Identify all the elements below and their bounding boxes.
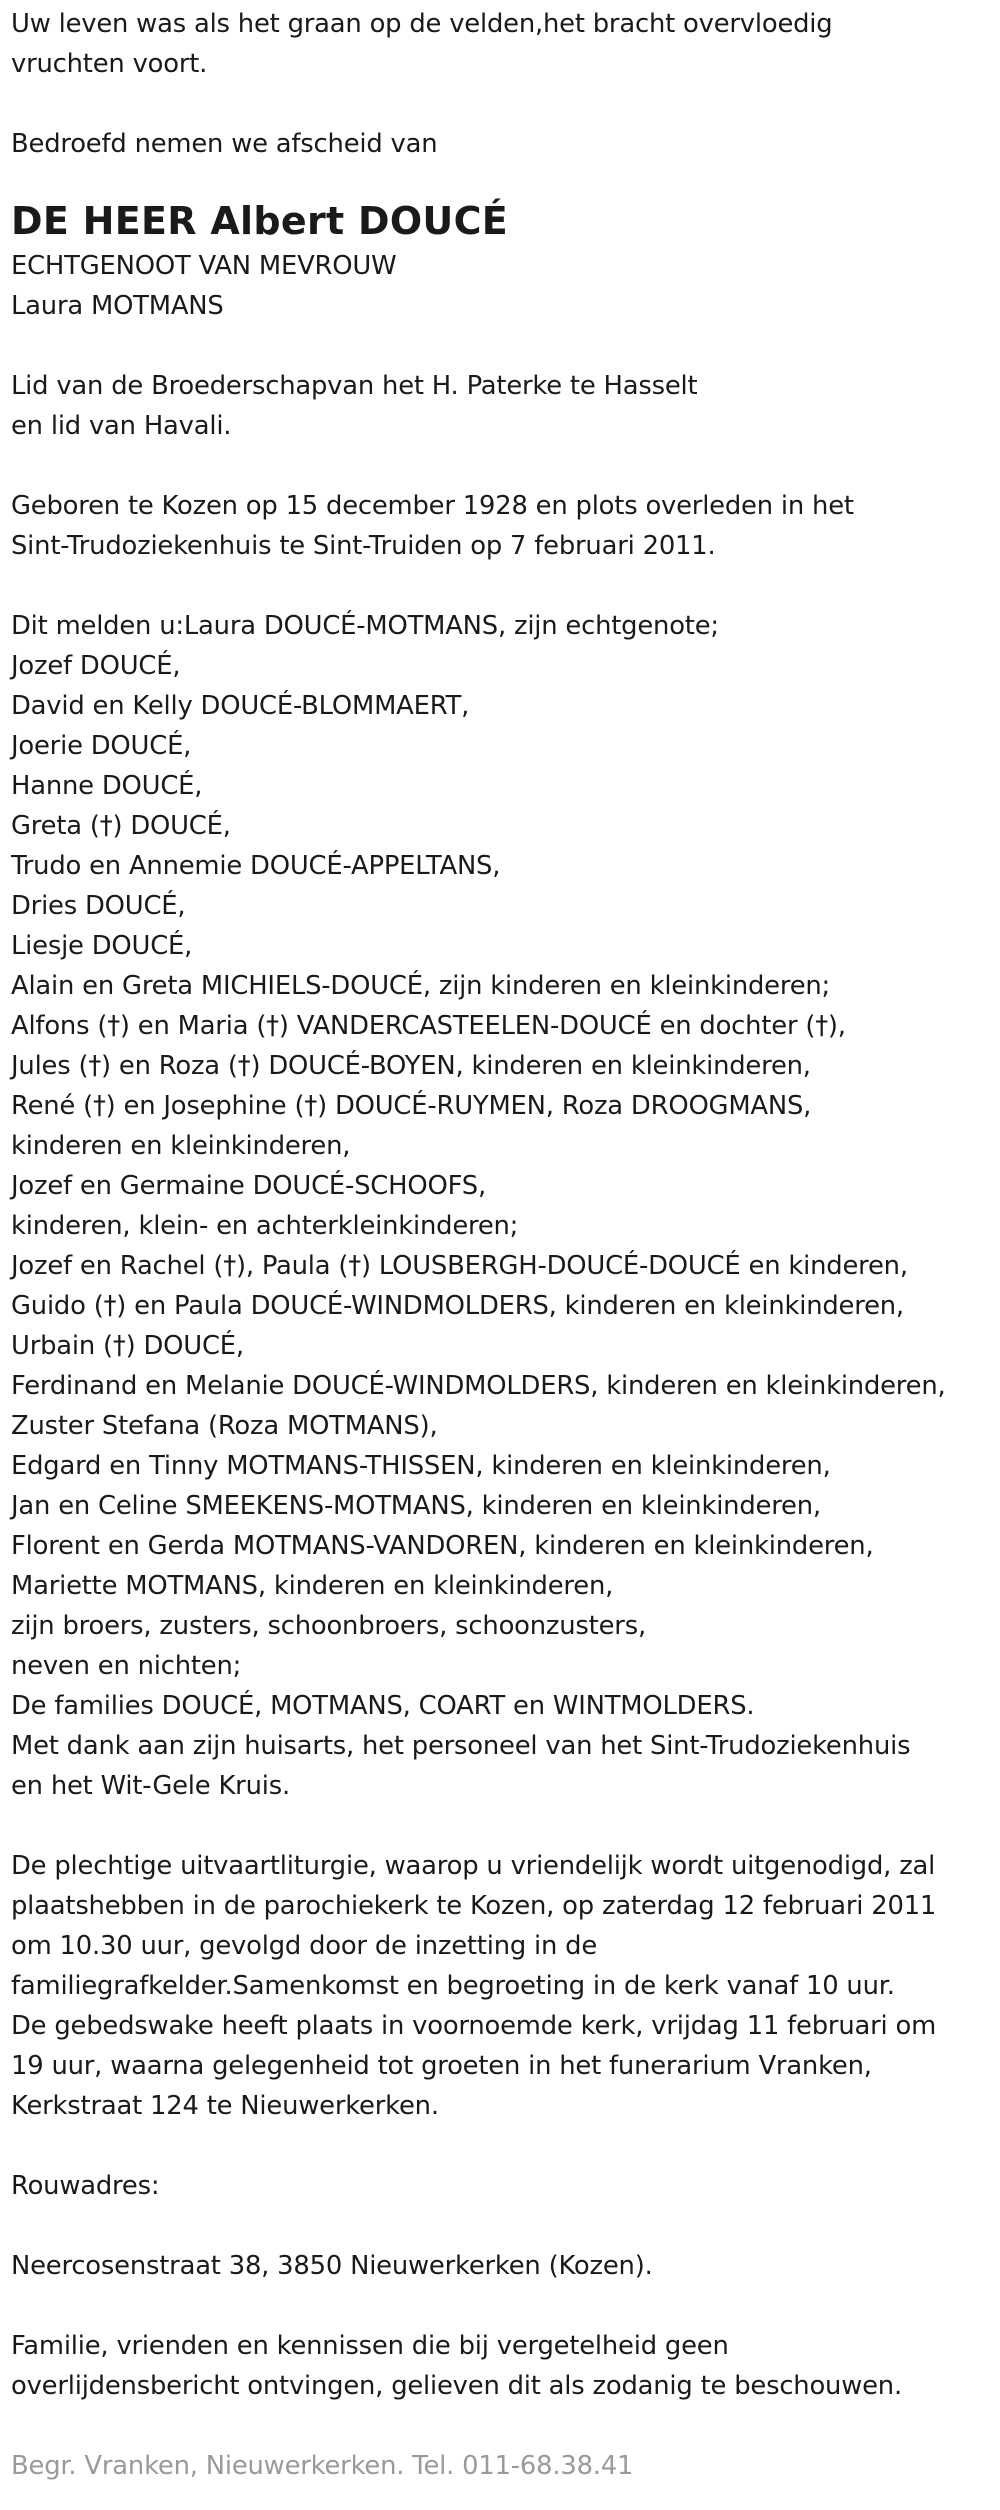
funeral-line: plaatshebben in de parochiekerk te Kozen, op zaterdag 12 februari 2011 [11, 1891, 937, 1921]
family-line: Liesje DOUCÉ, [11, 931, 193, 961]
family-line: Edgard en Tinny MOTMANS-THISSEN, kinderen en kleinkinderen, [11, 1451, 831, 1481]
funeral-line: De gebedswake heeft plaats in voornoemde kerk, vrijdag 11 februari om [11, 2011, 937, 2041]
family-line: Urbain (†) DOUCÉ, [11, 1331, 244, 1361]
family-line: neven en nichten; [11, 1651, 242, 1681]
family-line: Guido (†) en Paula DOUCÉ-WINDMOLDERS, kinderen en kleinkinderen, [11, 1291, 904, 1321]
birth-death-info [11, 486, 996, 566]
birth-death-line: Geboren te Kozen op 15 december 1928 en plots overleden in het [11, 491, 854, 521]
family-line: en het Wit-Gele Kruis. [11, 1771, 290, 1801]
funeral-line: 19 uur, waarna gelegenheid tot groeten in het funerarium Vranken, [11, 2051, 872, 2081]
family-line: Florent en Gerda MOTMANS-VANDOREN, kinderen en kleinkinderen, [11, 1531, 874, 1561]
family-line: Dit melden u:Laura DOUCÉ-MOTMANS, zijn echtgenote; [11, 611, 719, 641]
family-line: Mariette MOTMANS, kinderen en kleinkinderen, [11, 1571, 614, 1601]
intro-line: vruchten voort. [11, 49, 208, 79]
closing-line: Familie, vrienden en kennissen die bij vergetelheid geen [11, 2331, 729, 2361]
family-line: Jozef en Rachel (†), Paula (†) LOUSBERGH-DOUCÉ-DOUCÉ en kinderen, [11, 1251, 908, 1281]
announcement: Bedroefd nemen we afscheid van [11, 129, 438, 159]
family-line: Alfons (†) en Maria (†) VANDERCASTEELEN-DOUCÉ en dochter (†), [11, 1011, 846, 1041]
family-line: Jozef DOUCÉ, [11, 651, 181, 681]
family-line: zijn broers, zusters, schoonbroers, schoonzusters, [11, 1611, 646, 1641]
funeral-line: Kerkstraat 124 te Nieuwerkerken. [11, 2091, 439, 2121]
family-line: Ferdinand en Melanie DOUCÉ-WINDMOLDERS, kinderen en kleinkinderen, [11, 1371, 946, 1401]
family-line: Dries DOUCÉ, [11, 891, 186, 921]
family-list [11, 606, 996, 1806]
family-line: Jozef en Germaine DOUCÉ-SCHOOFS, [11, 1171, 486, 1201]
obituary-document [11, 4, 996, 2486]
funeral-line: familiegrafkelder.Samenkomst en begroeting in de kerk vanaf 10 uur. [11, 1971, 895, 2001]
family-line: Alain en Greta MICHIELS-DOUCÉ, zijn kinderen en kleinkinderen; [11, 971, 831, 1001]
family-line: Met dank aan zijn huisarts, het personeel van het Sint-Trudoziekenhuis [11, 1731, 911, 1761]
spouse-name: Laura MOTMANS [11, 291, 224, 321]
funeral-info [11, 1846, 996, 2126]
rouwadres-address: Neercosenstraat 38, 3850 Nieuwerkerken (Kozen). [11, 2251, 653, 2281]
family-line: Jan en Celine SMEEKENS-MOTMANS, kinderen en kleinkinderen, [11, 1491, 821, 1521]
birth-death-line: Sint-Trudoziekenhuis te Sint-Truiden op 7 februari 2011. [11, 531, 716, 561]
intro-line: Uw leven was als het graan op de velden,het bracht overvloedig [11, 9, 833, 39]
membership-line: Lid van de Broederschapvan het H. Paterke te Hasselt [11, 371, 698, 401]
family-line: kinderen, klein- en achterkleinkinderen; [11, 1211, 519, 1241]
family-line: David en Kelly DOUCÉ-BLOMMAERT, [11, 691, 470, 721]
funeral-director-footer: Begr. Vranken, Nieuwerkerken. Tel. 011-68.38.41 [11, 2451, 634, 2481]
family-line: Hanne DOUCÉ, [11, 771, 203, 801]
family-line: Jules (†) en Roza (†) DOUCÉ-BOYEN, kinderen en kleinkinderen, [11, 1051, 811, 1081]
funeral-line: om 10.30 uur, gevolgd door de inzetting in de [11, 1931, 598, 1961]
family-line: Joerie DOUCÉ, [11, 731, 192, 761]
membership-line: en lid van Havali. [11, 411, 232, 441]
closing-note [11, 2326, 996, 2406]
deceased-name: DE HEER Albert DOUCÉ [11, 199, 509, 243]
intro-quote [11, 4, 996, 84]
family-line: René (†) en Josephine (†) DOUCÉ-RUYMEN, Roza DROOGMANS, [11, 1091, 812, 1121]
family-line: kinderen en kleinkinderen, [11, 1131, 351, 1161]
membership [11, 366, 996, 446]
closing-line: overlijdensbericht ontvingen, gelieven dit als zodanig te beschouwen. [11, 2371, 902, 2401]
family-line: Greta (†) DOUCÉ, [11, 811, 231, 841]
family-line: Zuster Stefana (Roza MOTMANS), [11, 1411, 438, 1441]
funeral-line: De plechtige uitvaartliturgie, waarop u vriendelijk wordt uitgenodigd, zal [11, 1851, 936, 1881]
family-line: De families DOUCÉ, MOTMANS, COART en WINTMOLDERS. [11, 1691, 755, 1721]
spouse-line: ECHTGENOOT VAN MEVROUW [11, 251, 397, 281]
family-line: Trudo en Annemie DOUCÉ-APPELTANS, [11, 851, 501, 881]
rouwadres-label: Rouwadres: [11, 2171, 160, 2201]
